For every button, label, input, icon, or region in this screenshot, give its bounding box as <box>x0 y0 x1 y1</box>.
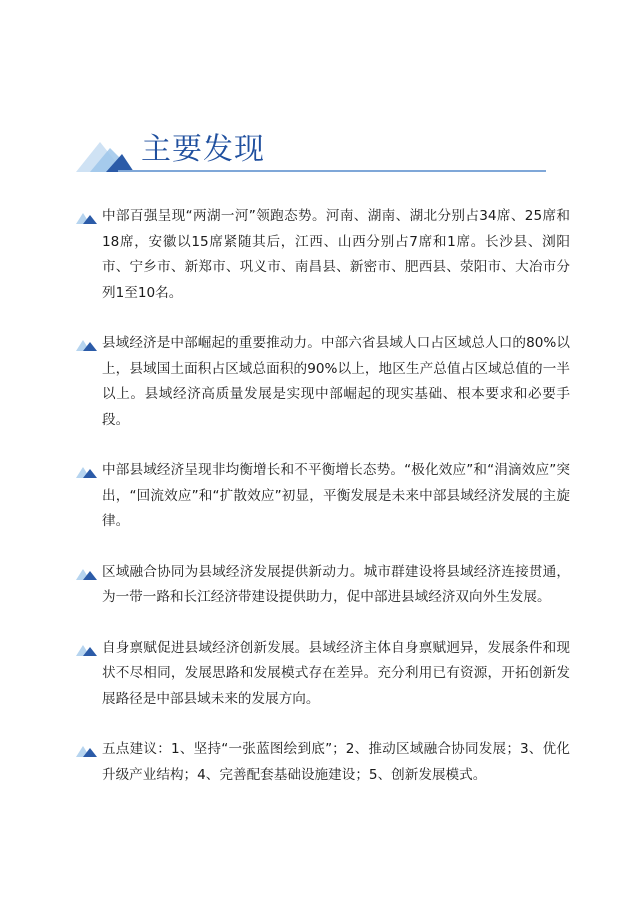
finding-text: 五点建议：1、坚持“一张蓝图绘到底”；2、推动区域融合协同发展；3、优化升级产业结构；4、完善配套基础设施建设；5、创新发展模式。 <box>102 741 570 783</box>
triangle-bullet-icon <box>76 211 98 224</box>
triangle-bullet-icon <box>76 643 98 656</box>
finding-item <box>76 636 570 713</box>
finding-item <box>76 737 570 788</box>
triangle-bullet-icon <box>76 338 98 351</box>
triangle-bullet-icon <box>76 567 98 580</box>
triangle-bullet-icon <box>76 744 98 757</box>
finding-item <box>76 560 570 611</box>
finding-text: 县域经济是中部崛起的重要推动力。中部六省县域人口占区域总人口的80%以上，县域国土面积占区域总面积的90%以上，地区生产总值占区域总值的一半以上。县域经济高质量发展是实现中部崛起的现实基础、根本要求和必要手段。 <box>102 335 570 428</box>
finding-item <box>76 458 570 535</box>
finding-item <box>76 331 570 433</box>
page-header <box>0 0 642 180</box>
finding-item <box>76 204 570 306</box>
finding-text: 自身禀赋促进县域经济创新发展。县域经济主体自身禀赋迥异，发展条件和现状不尽相同，发展思路和发展模式存在差异。充分利用已有资源，开拓创新发展路径是中部县域未来的发展方向。 <box>102 639 570 707</box>
finding-text: 区域融合协同为县域经济发展提供新动力。城市群建设将县域经济连接贯通，为一带一路和长江经济带建设提供助力，促中部进县域经济双向外生发展。 <box>102 563 570 605</box>
finding-text: 中部县域经济呈现非均衡增长和不平衡增长态势。“极化效应”和“涓滴效应”突出，“回流效应”和“扩散效应”初显，平衡发展是未来中部县域经济发展的主旋律。 <box>102 462 570 529</box>
findings-list <box>76 204 570 813</box>
triangle-bullet-icon <box>76 465 98 478</box>
finding-text: 中部百强呈现“两湖一河”领跑态势。河南、湖南、湖北分别占34席、25席和18席，安徽以15席紧随其后，江西、山西分别占7席和1席。长沙县、浏阳市、宁乡市、新郑市、巩义市、南昌县、新密市、肥西县、荥阳市、大冶市分列1至10名。 <box>102 208 570 301</box>
page-title: 主要发现 <box>141 132 265 167</box>
title-divider <box>118 170 546 172</box>
triangle-logo-icon <box>76 138 134 172</box>
